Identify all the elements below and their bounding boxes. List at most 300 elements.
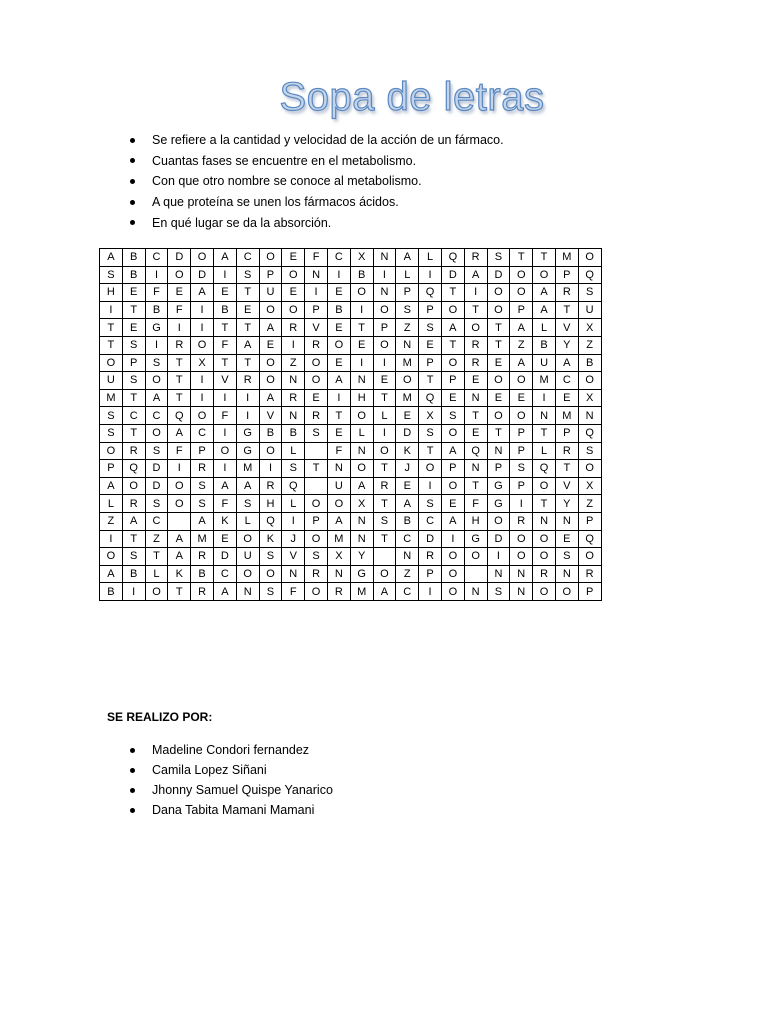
grid-cell: P xyxy=(510,424,533,442)
grid-cell: S xyxy=(282,460,305,478)
grid-cell: N xyxy=(236,583,259,601)
grid-cell: C xyxy=(396,530,419,548)
grid-cell: D xyxy=(396,424,419,442)
grid-row xyxy=(100,583,602,601)
grid-cell: O xyxy=(145,583,168,601)
grid-cell: F xyxy=(305,249,328,267)
grid-cell: Q xyxy=(464,442,487,460)
grid-cell: R xyxy=(259,477,282,495)
grid-cell: P xyxy=(419,565,442,583)
grid-cell: O xyxy=(168,477,191,495)
grid-cell: T xyxy=(213,319,236,337)
grid-row xyxy=(100,424,602,442)
grid-cell: L xyxy=(373,407,396,425)
grid-cell: T xyxy=(464,407,487,425)
grid-cell: E xyxy=(327,319,350,337)
grid-cell: N xyxy=(555,565,578,583)
grid-cell: O xyxy=(578,548,601,566)
grid-cell: O xyxy=(533,583,556,601)
grid-cell: S xyxy=(373,512,396,530)
grid-cell: P xyxy=(100,460,123,478)
grid-cell: Q xyxy=(441,249,464,267)
grid-cell: R xyxy=(510,512,533,530)
grid-cell: U xyxy=(533,354,556,372)
grid-cell: T xyxy=(122,389,145,407)
grid-cell: E xyxy=(487,389,510,407)
grid-cell: O xyxy=(282,301,305,319)
grid-cell: S xyxy=(100,407,123,425)
grid-cell: T xyxy=(373,460,396,478)
grid-cell: N xyxy=(350,372,373,390)
grid-cell: O xyxy=(441,583,464,601)
grid-cell: M xyxy=(100,389,123,407)
grid-cell: I xyxy=(100,530,123,548)
author-item: Camila Lopez Siñani xyxy=(130,760,333,780)
grid-cell: S xyxy=(419,495,442,513)
grid-cell: O xyxy=(213,442,236,460)
grid-cell: K xyxy=(168,565,191,583)
grid-cell: A xyxy=(327,512,350,530)
grid-cell: I xyxy=(168,319,191,337)
grid-cell: Z xyxy=(396,319,419,337)
grid-cell: P xyxy=(373,319,396,337)
grid-cell: O xyxy=(191,249,214,267)
grid-cell: R xyxy=(464,336,487,354)
grid-cell: K xyxy=(213,512,236,530)
grid-cell: O xyxy=(510,548,533,566)
grid-cell: C xyxy=(419,512,442,530)
grid-cell: C xyxy=(145,407,168,425)
grid-cell: O xyxy=(510,372,533,390)
grid-cell: L xyxy=(350,424,373,442)
grid-cell: R xyxy=(191,548,214,566)
grid-cell: N xyxy=(327,565,350,583)
grid-cell: P xyxy=(305,301,328,319)
grid-cell: F xyxy=(145,284,168,302)
grid-cell: T xyxy=(350,319,373,337)
grid-cell: O xyxy=(327,495,350,513)
grid-row xyxy=(100,336,602,354)
grid-cell: Q xyxy=(419,389,442,407)
grid-cell: S xyxy=(305,424,328,442)
grid-cell: O xyxy=(533,477,556,495)
grid-cell: O xyxy=(145,424,168,442)
grid-cell: N xyxy=(464,583,487,601)
grid-cell: N xyxy=(533,407,556,425)
grid-cell: M xyxy=(533,372,556,390)
grid-cell: E xyxy=(441,389,464,407)
grid-cell: I xyxy=(533,389,556,407)
grid-cell: E xyxy=(236,301,259,319)
grid-cell: Y xyxy=(350,548,373,566)
grid-cell: I xyxy=(213,460,236,478)
grid-cell: L xyxy=(145,565,168,583)
grid-row xyxy=(100,548,602,566)
grid-row xyxy=(100,266,602,284)
grid-cell: R xyxy=(122,495,145,513)
grid-cell: H xyxy=(100,284,123,302)
grid-cell: A xyxy=(100,249,123,267)
grid-cell: Q xyxy=(259,512,282,530)
grid-cell: I xyxy=(191,372,214,390)
grid-cell: O xyxy=(327,336,350,354)
grid-cell: O xyxy=(373,336,396,354)
grid-cell: D xyxy=(419,530,442,548)
grid-cell: A xyxy=(441,442,464,460)
grid-row xyxy=(100,284,602,302)
grid-row xyxy=(100,512,602,530)
grid-cell: G xyxy=(236,424,259,442)
grid-cell: O xyxy=(510,266,533,284)
clue-item: Se refiere a la cantidad y velocidad de la acción de un fármaco. xyxy=(130,130,504,151)
grid-cell: T xyxy=(555,301,578,319)
grid-cell: T xyxy=(441,284,464,302)
grid-cell: V xyxy=(555,319,578,337)
grid-cell: R xyxy=(168,336,191,354)
grid-cell: E xyxy=(259,336,282,354)
grid-cell: T xyxy=(555,460,578,478)
grid-row xyxy=(100,389,602,407)
grid-cell: C xyxy=(145,512,168,530)
grid-cell: G xyxy=(350,565,373,583)
grid-cell: T xyxy=(441,336,464,354)
grid-cell: C xyxy=(327,249,350,267)
grid-cell: T xyxy=(122,530,145,548)
grid-cell: A xyxy=(122,512,145,530)
grid-cell: Q xyxy=(533,460,556,478)
grid-cell: Q xyxy=(282,477,305,495)
grid-cell: A xyxy=(168,548,191,566)
grid-cell: X xyxy=(578,389,601,407)
grid-cell: T xyxy=(464,301,487,319)
grid-cell: T xyxy=(487,336,510,354)
grid-cell: O xyxy=(487,407,510,425)
grid-cell: E xyxy=(168,284,191,302)
grid-cell: T xyxy=(373,389,396,407)
grid-cell: P xyxy=(441,460,464,478)
grid-cell: I xyxy=(191,319,214,337)
grid-cell: O xyxy=(350,407,373,425)
grid-cell: B xyxy=(213,301,236,319)
grid-cell: R xyxy=(419,548,442,566)
grid-cell: C xyxy=(122,407,145,425)
grid-cell: N xyxy=(464,389,487,407)
grid-cell: E xyxy=(282,284,305,302)
grid-cell: M xyxy=(396,354,419,372)
grid-cell: O xyxy=(259,442,282,460)
grid-cell: S xyxy=(122,336,145,354)
grid-cell: A xyxy=(259,389,282,407)
grid-cell: R xyxy=(464,354,487,372)
grid-cell: U xyxy=(327,477,350,495)
grid-cell: O xyxy=(373,565,396,583)
grid-cell: B xyxy=(122,565,145,583)
grid-cell: A xyxy=(533,301,556,319)
grid-cell: O xyxy=(487,301,510,319)
grid-cell: S xyxy=(578,442,601,460)
grid-cell: T xyxy=(168,583,191,601)
grid-cell: N xyxy=(350,512,373,530)
grid-cell: O xyxy=(259,301,282,319)
grid-cell: A xyxy=(396,249,419,267)
grid-cell: K xyxy=(396,442,419,460)
grid-cell: X xyxy=(578,477,601,495)
grid-cell: O xyxy=(533,530,556,548)
grid-cell: M xyxy=(555,249,578,267)
grid-cell: O xyxy=(373,301,396,319)
grid-cell: D xyxy=(487,266,510,284)
grid-cell: F xyxy=(168,301,191,319)
grid-cell: O xyxy=(259,249,282,267)
grid-cell: A xyxy=(213,477,236,495)
grid-cell: P xyxy=(419,354,442,372)
grid-cell: A xyxy=(191,284,214,302)
grid-cell xyxy=(305,477,328,495)
grid-cell: Z xyxy=(100,512,123,530)
grid-cell: O xyxy=(578,249,601,267)
grid-cell: Q xyxy=(168,407,191,425)
grid-cell: F xyxy=(213,336,236,354)
grid-cell: E xyxy=(327,354,350,372)
grid-cell: I xyxy=(145,266,168,284)
grid-cell: R xyxy=(373,477,396,495)
grid-cell: N xyxy=(578,407,601,425)
grid-cell: O xyxy=(282,266,305,284)
grid-cell: B xyxy=(327,301,350,319)
grid-cell: O xyxy=(373,442,396,460)
grid-cell: T xyxy=(100,319,123,337)
grid-cell: E xyxy=(122,319,145,337)
grid-cell: X xyxy=(327,548,350,566)
grid-cell: O xyxy=(510,407,533,425)
grid-cell: A xyxy=(441,319,464,337)
grid-cell: H xyxy=(259,495,282,513)
grid-cell: I xyxy=(100,301,123,319)
grid-cell: F xyxy=(168,442,191,460)
grid-cell: O xyxy=(510,284,533,302)
grid-cell: O xyxy=(487,284,510,302)
grid-cell: T xyxy=(168,354,191,372)
grid-cell: S xyxy=(145,354,168,372)
grid-cell: I xyxy=(373,266,396,284)
grid-cell: A xyxy=(191,512,214,530)
grid-cell: T xyxy=(464,477,487,495)
grid-cell: P xyxy=(578,512,601,530)
grid-cell: I xyxy=(282,512,305,530)
grid-cell: L xyxy=(396,266,419,284)
grid-cell: A xyxy=(100,565,123,583)
grid-cell: T xyxy=(487,424,510,442)
grid-cell: I xyxy=(236,407,259,425)
grid-cell: M xyxy=(396,389,419,407)
grid-cell: E xyxy=(373,372,396,390)
grid-cell: T xyxy=(533,495,556,513)
grid-cell: D xyxy=(145,460,168,478)
grid-cell: O xyxy=(191,336,214,354)
grid-cell: L xyxy=(282,495,305,513)
grid-cell: E xyxy=(555,530,578,548)
grid-cell: T xyxy=(533,424,556,442)
grid-cell: O xyxy=(578,372,601,390)
grid-cell: O xyxy=(259,372,282,390)
grid-cell: M xyxy=(327,530,350,548)
grid-cell: P xyxy=(122,354,145,372)
grid-cell: N xyxy=(305,266,328,284)
grid-cell: C xyxy=(191,424,214,442)
grid-cell: I xyxy=(282,336,305,354)
grid-cell: T xyxy=(373,495,396,513)
grid-cell: O xyxy=(100,354,123,372)
grid-cell: V xyxy=(555,477,578,495)
author-list xyxy=(130,740,333,820)
grid-cell: T xyxy=(122,424,145,442)
grid-cell: O xyxy=(236,565,259,583)
grid-cell: A xyxy=(396,495,419,513)
grid-cell: R xyxy=(533,565,556,583)
grid-row xyxy=(100,249,602,267)
grid-cell: V xyxy=(305,319,328,337)
grid-cell: S xyxy=(419,424,442,442)
grid-row xyxy=(100,407,602,425)
grid-cell: E xyxy=(487,354,510,372)
clue-list xyxy=(130,130,504,234)
grid-cell: A xyxy=(259,319,282,337)
grid-cell: E xyxy=(464,424,487,442)
grid-cell: V xyxy=(282,548,305,566)
grid-cell: O xyxy=(350,460,373,478)
grid-cell: X xyxy=(191,354,214,372)
grid-cell: V xyxy=(213,372,236,390)
grid-cell: B xyxy=(578,354,601,372)
grid-cell: P xyxy=(259,266,282,284)
grid-cell: O xyxy=(305,354,328,372)
grid-cell: R xyxy=(305,407,328,425)
grid-cell: S xyxy=(487,249,510,267)
grid-cell: R xyxy=(555,284,578,302)
grid-cell: T xyxy=(373,530,396,548)
grid-cell: T xyxy=(236,354,259,372)
grid-cell: O xyxy=(487,512,510,530)
grid-cell: P xyxy=(510,301,533,319)
grid-cell: S xyxy=(578,284,601,302)
grid-cell: R xyxy=(191,583,214,601)
grid-cell: A xyxy=(555,354,578,372)
grid-cell: I xyxy=(487,548,510,566)
grid-cell: T xyxy=(487,319,510,337)
grid-cell: O xyxy=(464,319,487,337)
grid-cell: R xyxy=(305,336,328,354)
grid-cell: N xyxy=(533,512,556,530)
grid-cell: Z xyxy=(578,336,601,354)
grid-row xyxy=(100,530,602,548)
author-item: Jhonny Samuel Quispe Yanarico xyxy=(130,780,333,800)
grid-cell: I xyxy=(441,530,464,548)
grid-cell: A xyxy=(168,530,191,548)
grid-cell: T xyxy=(419,442,442,460)
grid-cell: X xyxy=(350,495,373,513)
grid-row xyxy=(100,301,602,319)
author-item: Dana Tabita Mamani Mamani xyxy=(130,800,333,820)
grid-cell: O xyxy=(305,372,328,390)
grid-cell: N xyxy=(464,460,487,478)
grid-cell: O xyxy=(441,424,464,442)
grid-cell: Z xyxy=(510,336,533,354)
grid-cell: R xyxy=(555,442,578,460)
grid-cell: O xyxy=(145,372,168,390)
grid-cell: T xyxy=(168,389,191,407)
grid-cell: S xyxy=(487,583,510,601)
grid-cell: O xyxy=(350,284,373,302)
grid-cell: P xyxy=(510,442,533,460)
grid-cell: I xyxy=(236,389,259,407)
grid-cell: U xyxy=(236,548,259,566)
grid-row xyxy=(100,460,602,478)
clue-item: En qué lugar se da la absorción. xyxy=(130,213,504,234)
grid-cell: D xyxy=(168,249,191,267)
clue-item: Con que otro nombre se conoce al metabolismo. xyxy=(130,171,504,192)
grid-cell: T xyxy=(145,548,168,566)
grid-cell: Q xyxy=(419,284,442,302)
grid-cell: S xyxy=(396,301,419,319)
grid-cell: N xyxy=(396,336,419,354)
grid-cell: K xyxy=(259,530,282,548)
grid-cell: I xyxy=(259,460,282,478)
grid-cell: T xyxy=(236,284,259,302)
grid-cell: A xyxy=(236,477,259,495)
grid-cell: D xyxy=(487,530,510,548)
grid-cell: F xyxy=(464,495,487,513)
grid-cell: T xyxy=(122,301,145,319)
grid-cell: S xyxy=(191,495,214,513)
grid-cell: Q xyxy=(578,530,601,548)
grid-cell: P xyxy=(419,301,442,319)
author-item: Madeline Condori fernandez xyxy=(130,740,333,760)
grid-cell: U xyxy=(578,301,601,319)
grid-row xyxy=(100,442,602,460)
grid-cell: I xyxy=(350,354,373,372)
grid-cell: E xyxy=(396,407,419,425)
grid-cell: P xyxy=(578,583,601,601)
grid-cell: A xyxy=(145,389,168,407)
grid-cell: T xyxy=(419,372,442,390)
grid-cell: N xyxy=(555,512,578,530)
grid-cell: S xyxy=(145,495,168,513)
grid-cell xyxy=(464,565,487,583)
grid-cell: D xyxy=(145,477,168,495)
grid-cell xyxy=(305,442,328,460)
grid-cell: I xyxy=(373,424,396,442)
grid-cell: A xyxy=(441,512,464,530)
grid-cell: P xyxy=(396,284,419,302)
grid-cell: B xyxy=(145,301,168,319)
grid-cell: U xyxy=(100,372,123,390)
grid-cell: A xyxy=(168,424,191,442)
grid-cell: D xyxy=(441,266,464,284)
grid-row xyxy=(100,354,602,372)
grid-cell: A xyxy=(213,583,236,601)
grid-cell: A xyxy=(510,319,533,337)
grid-cell: I xyxy=(168,460,191,478)
grid-cell: I xyxy=(419,583,442,601)
grid-cell: O xyxy=(555,583,578,601)
grid-cell: S xyxy=(236,266,259,284)
grid-cell: I xyxy=(419,477,442,495)
grid-cell: I xyxy=(419,266,442,284)
grid-cell: B xyxy=(282,424,305,442)
grid-cell: J xyxy=(282,530,305,548)
grid-row xyxy=(100,319,602,337)
grid-cell: T xyxy=(236,319,259,337)
